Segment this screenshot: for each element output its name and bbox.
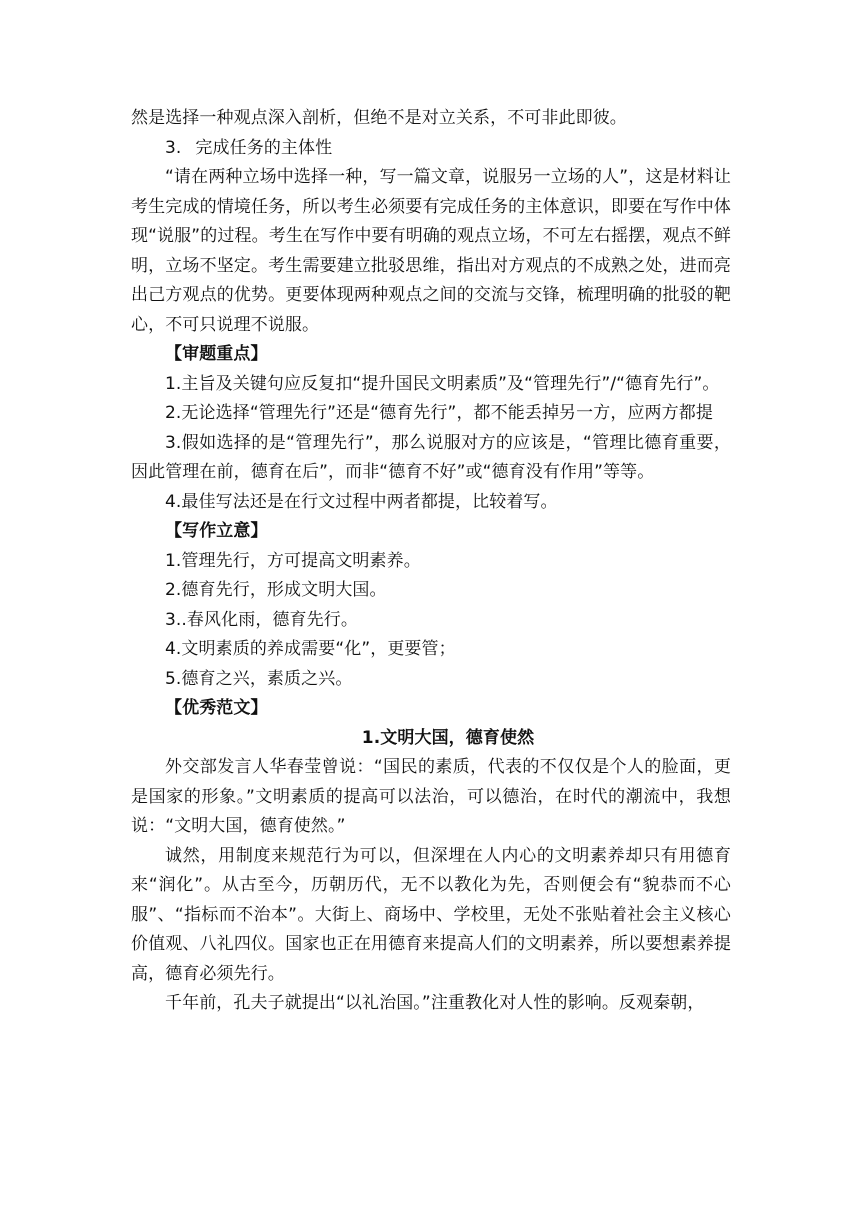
focus-item-4: 4.最佳写法还是在行文过程中两者都提，比较着写。: [165, 491, 558, 512]
essay-title: 1.文明大国，德育使然: [361, 727, 535, 748]
essay-paragraph-2: 诚然，用制度来规范行为可以，但深埋在人内心的文明素养却只有用德育来“润化”。从古至今，历朝历代，无不以教化为先，否则便会有“貌恭而不心服”、“指标而不治本”。大街上、商场中、学校里，无处不张贴着社会主义核心价值观、八礼四仪。国家也正在用德育来提高人们的文明素养，所以要想素养提高，德育必须先行。: [131, 845, 731, 984]
heading-essay: 【优秀范文】: [165, 698, 268, 718]
paragraph-top: 然是选择一种观点深入剖析，但绝不是对立关系，不可非此即彼。: [131, 108, 627, 128]
heading-idea: 【写作立意】: [165, 521, 268, 541]
section-3-heading: [131, 134, 731, 164]
idea-item-3: 3..春风化雨，德育先行。: [165, 609, 358, 630]
focus-item-1: 1.主旨及关键句应反复扣“提升国民文明素质”及“管理先行”/“德育先行”。: [165, 373, 720, 394]
focus-item-3: 3.假如选择的是“管理先行”，那么说服对方的应该是，“管理比德育重要，因此管理在前，德育在后”，而非“德育不好”或“德育没有作用”等等。: [131, 432, 731, 482]
idea-item-5: 5.德育之兴，素质之兴。: [165, 668, 353, 689]
section-3-number: 3.: [165, 137, 182, 158]
essay-paragraph-1: 外交部发言人华春莹曾说：“国民的素质，代表的不仅仅是个人的脸面，更是国家的形象。”文明素质的提高可以法治，可以德治，在时代的潮流中，我想说：“文明大国，德育使然。”: [131, 757, 731, 836]
paragraph-task: “请在两种立场中选择一种，写一篇文章，说服另一立场的人”，这是材料让考生完成的情境任务，所以考生必须要有完成任务的主体意识，即要在写作中体现“说服”的过程。考生在写作中要有明确的观点立场，不可左右摇摆，观点不鲜明，立场不坚定。考生需要建立批驳思维，指出对方观点的不成熟之处，进而亮出己方观点的优势。更要体现两种观点之间的交流与交锋，梳理明确的批驳的靶心，不可只说理不说服。: [131, 167, 731, 335]
document-page: [131, 104, 731, 1019]
idea-item-2: 2.德育先行，形成文明大国。: [165, 580, 387, 600]
focus-item-2: 2.无论选择“管理先行”还是“德育先行”，都不能丢掉另一方，应两方都提: [165, 403, 713, 423]
section-3-title: 完成任务的主体性: [195, 137, 333, 158]
essay-paragraph-3: 千年前，孔夫子就提出“以礼治国。”注重教化对人性的影响。反观秦朝，: [165, 993, 705, 1013]
idea-item-4: 4.文明素质的养成需要“化”，更要管；: [165, 639, 456, 659]
idea-item-1: 1.管理先行，方可提高文明素养。: [165, 550, 421, 571]
heading-focus: 【审题重点】: [165, 344, 268, 364]
